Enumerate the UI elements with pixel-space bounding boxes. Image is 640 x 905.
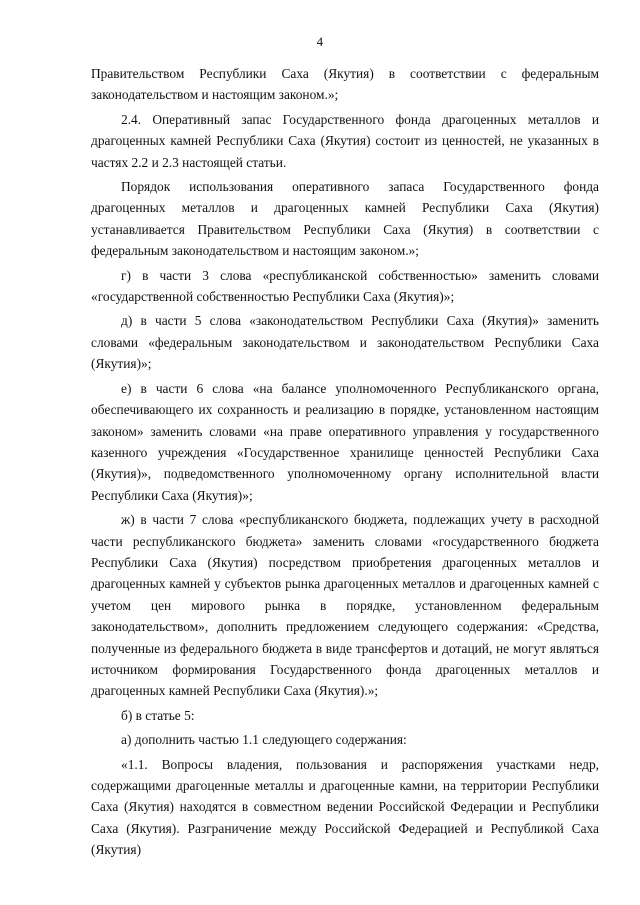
paragraph-item-e: е) в части 6 слова «на балансе уполномоченного Республиканского органа, обеспечивающего их сохранность и реализацию в порядке, установленном настоящим законом» заменить словами «на праве оперативного управления у государственного казенного учреждения «Государственное хранилище ценностей Республики Саха (Якутия)», подведомственного уполномоченному органу исполнительной власти Республики Саха (Якутия)»; [91, 380, 599, 503]
paragraph-1-1: «1.1. Вопросы владения, пользования и распоряжения участками недр, содержащими драгоценные металлы и драгоценные камни, на территории Республики Саха (Якутия) находятся в совместном ведении Российской Федерации и Республики Саха (Якутия). Разграничение между Российской Федерацией и Республикой Саха (Якутия) [91, 756, 599, 858]
paragraph-item-g: г) в части 3 слова «республиканской собственностью» заменить словами «государственной собственностью Республики Саха (Якутия)»; [91, 267, 599, 305]
paragraph-item-d: д) в части 5 слова «законодательством Республики Саха (Якутия)» заменить словами «федеральным законодательством и законодательством Республики Саха (Якутия)»; [91, 313, 599, 372]
paragraph-item-a: а) дополнить частью 1.1 следующего содержания: [121, 732, 407, 748]
page-number: 4 [316, 34, 324, 49]
paragraph-article-5: б) в статье 5: [121, 707, 195, 723]
paragraph-item-zh: ж) в части 7 слова «республиканского бюджета, подлежащих учету в расходной части республиканского бюджета» заменить словами «государственного бюджета Республики Саха (Якутия) посредством приобретения драгоценных металлов и драгоценных камней у субъектов рынка драгоценных металлов и драгоценных камней с учетом цен мирового рынка в порядке, установленном федеральным законодательством», дополнить предложением следующего содержания: «Средства, полученные из федерального бюджета в виде трансфертов и дотаций, не могут являться источником формирования Государственного фонда драгоценных металлов и драгоценных камней Республики Саха (Якутия).»; [91, 512, 599, 699]
document-body [91, 63, 599, 861]
paragraph-2-4: 2.4. Оперативный запас Государственного фонда драгоценных металлов и драгоценных камней Республики Саха (Якутия) состоит из ценностей, не указанных в частях 2.2 и 2.3 настоящей статьи. [91, 111, 599, 170]
paragraph-continuation: Правительством Республики Саха (Якутия) в соответствии с федеральным законодательством и настоящим законом.»; [91, 66, 599, 103]
paragraph-reserve-usage: Порядок использования оперативного запаса Государственного фонда драгоценных металлов и драгоценных камней Республики Саха (Якутия) устанавливается Правительством Республики Саха (Якутия) в соответствии с федеральным законодательством и настоящим законом.»; [91, 179, 599, 259]
